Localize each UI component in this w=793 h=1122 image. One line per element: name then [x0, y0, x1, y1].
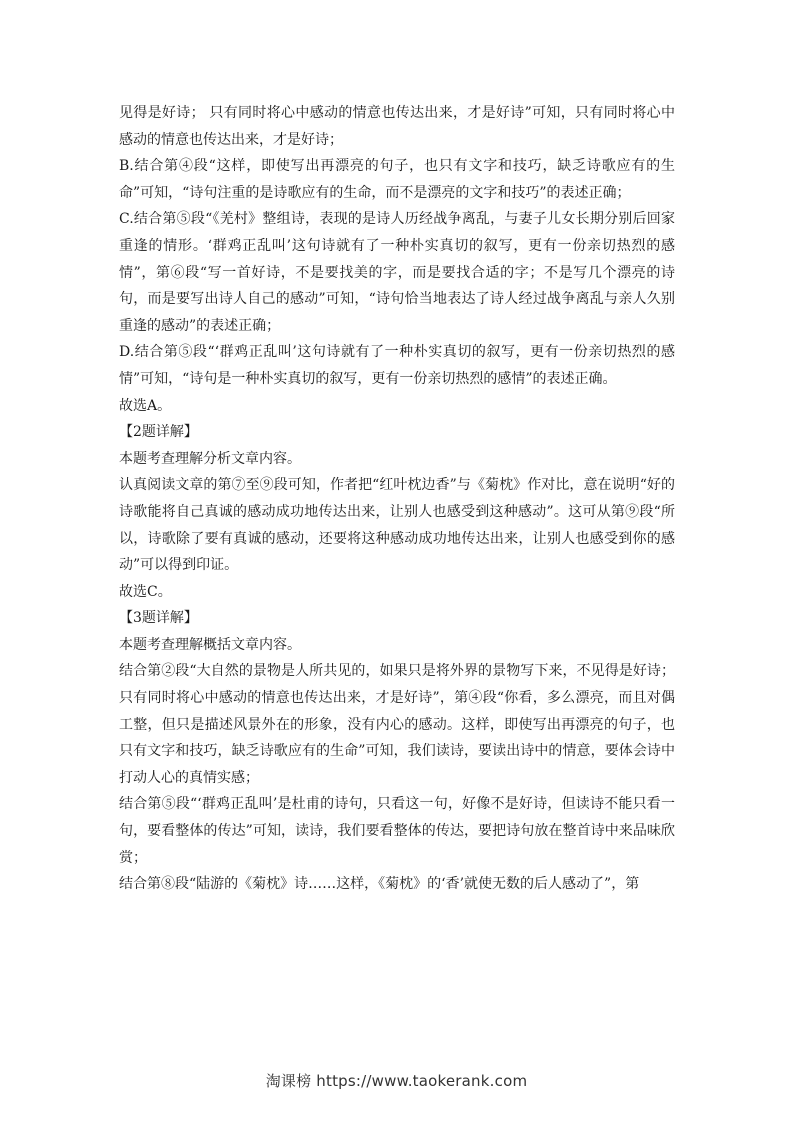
paragraph-5: 故选A。 [119, 397, 172, 414]
paragraph-3: C.结合第⑤段“《羌村》整组诗，表现的是诗人历经战争离乱，与妻子儿女长期分别后回家重逢的情形。‘群鸡正乱叫’这句诗就有了一种朴实真切的叙写，更有一份亲切热烈的感情”，第⑥段“写一首好诗，不是要找美的字，而是要找合适的字；不是写几个漂亮的诗句，而是要写出诗人自己的感动”可知，“诗句恰当地表达了诗人经过战争离乱与亲人久别重逢的感动”的表述正确； [119, 211, 675, 334]
page-footer-watermark: 淘课榜 https://www.taokerank.com [265, 1072, 528, 1090]
paragraph-7: 本题考查理解分析文章内容。 [119, 450, 301, 467]
paragraph-11: 本题考查理解概括文章内容。 [119, 636, 301, 653]
paragraph-9: 故选C。 [119, 583, 172, 600]
paragraph-4: D.结合第⑤段“‘群鸡正乱叫’这句诗就有了一种朴实真切的叙写，更有一份亲切热烈的感情”可知，“诗句是一种朴实真切的叙写，更有一份亲切热烈的感情”的表述正确。 [119, 344, 675, 387]
paragraph-1: 见得是好诗； 只有同时将心中感动的情意也传达出来，才是好诗”可知，只有同时将心中感动的情意也传达出来，才是好诗； [119, 105, 675, 148]
section-heading-2: 【2题详解】 [119, 424, 198, 441]
paragraph-8: 认真阅读文章的第⑦至⑨段可知，作者把“红叶枕边香”与《菊枕》作对比，意在说明“好的诗歌能将自己真诚的感动成功地传达出来，让别人也感受到这种感动”。这可从第⑨段“所以，诗歌除了要有真诚的感动，还要将这种感动成功地传达出来，让别人也感受到你的感动”可以得到印证。 [119, 477, 675, 574]
section-heading-3: 【3题详解】 [119, 610, 198, 627]
document-body [119, 100, 675, 898]
paragraph-14: 结合第⑧段“陆游的《菊枕》诗……这样，《菊枕》的‘香’就使无数的后人感动了”，第 [119, 876, 640, 893]
paragraph-12: 结合第②段“大自然的景物是人所共见的，如果只是将外界的景物写下来，不见得是好诗；只有同时将心中感动的情意也传达出来，才是好诗”，第④段“你看，多么漂亮，而且对偶工整，但只是描述风景外在的形象，没有内心的感动。这样，即使写出再漂亮的句子，也只有文字和技巧，缺乏诗歌应有的生命”可知，我们读诗，要读出诗中的情意，要体会诗中打动人心的真情实感； [119, 663, 675, 786]
paragraph-13: 结合第⑤段“‘群鸡正乱叫’是杜甫的诗句，只看这一句，好像不是好诗，但读诗不能只看一句，要看整体的传达”可知，读诗，我们要看整体的传达，要把诗句放在整首诗中来品味欣赏； [119, 796, 675, 866]
paragraph-2: B.结合第④段“这样，即使写出再漂亮的句子，也只有文字和技巧，缺乏诗歌应有的生命”可知，“诗句注重的是诗歌应有的生命，而不是漂亮的文字和技巧”的表述正确； [119, 158, 675, 201]
